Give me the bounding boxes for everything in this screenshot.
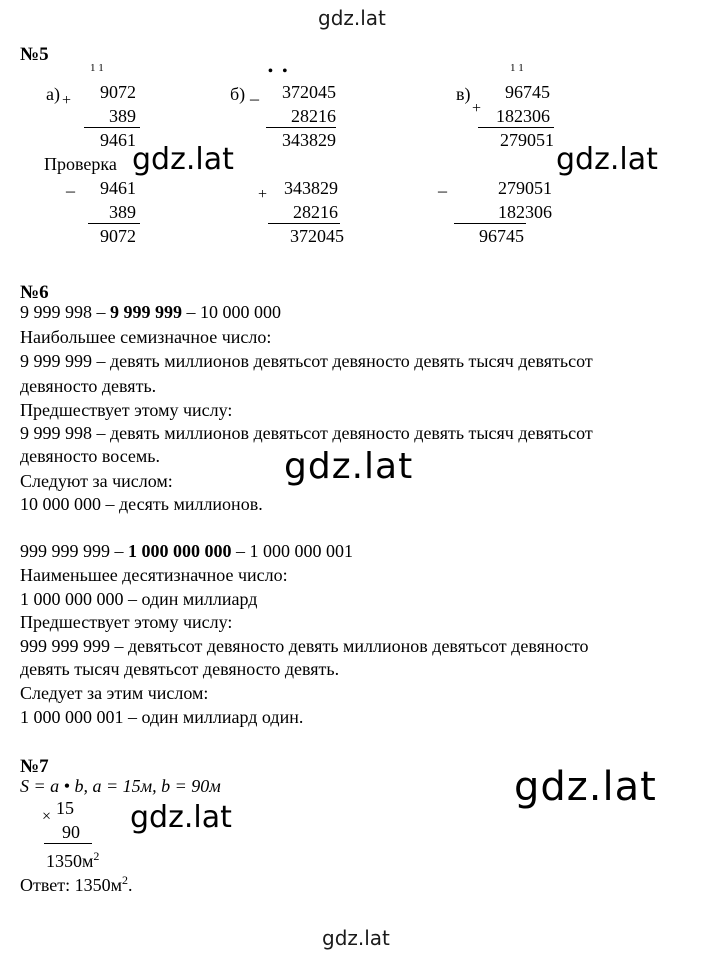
seq-left: 999 999 999 – xyxy=(20,541,128,561)
watermark-overlay: gdz.lat xyxy=(556,142,658,177)
operation-sign: + xyxy=(62,92,72,109)
operation-sign: _ xyxy=(438,174,447,194)
minuend: 279051 xyxy=(498,178,552,198)
addend: 389 xyxy=(109,106,136,126)
product-unit-exponent: 2 xyxy=(93,849,100,863)
factor-2: 90 xyxy=(62,822,80,842)
watermark-overlay: gdz.lat xyxy=(514,764,657,810)
seq-left: 9 999 998 – xyxy=(20,302,110,322)
text-line: 9 999 998 – девять миллионов девятьсот девяносто девять тысяч девятьсот xyxy=(20,423,593,443)
text-line: 999 999 999 – девятьсот девяносто девять миллионов девятьсот девяносто xyxy=(20,636,589,656)
text-line: Предшествует этому числу: xyxy=(20,612,233,632)
result: 9072 xyxy=(100,226,136,246)
operation-sign: _ xyxy=(250,82,259,102)
text-line: 9 999 999 – девять миллионов девятьсот девяносто девять тысяч девятьсот xyxy=(20,351,593,371)
item-label: б) xyxy=(230,84,246,104)
product xyxy=(46,846,99,871)
text-line: 1 000 000 001 – один миллиард один. xyxy=(20,707,304,727)
factor-1: 15 xyxy=(56,798,74,818)
text-line: Следует за этим числом: xyxy=(20,683,209,703)
result: 372045 xyxy=(290,226,344,246)
result: 96745 xyxy=(479,226,524,246)
text-line: Наибольшее семизначное число: xyxy=(20,327,272,347)
task6-heading: №6 xyxy=(20,282,49,303)
result: 279051 xyxy=(500,130,554,150)
operation-sign: + xyxy=(258,186,268,203)
area-formula: S = a • b, a = 15м, b = 90м xyxy=(20,776,221,796)
addend-1: 96745 xyxy=(505,82,550,102)
multiply-sign: × xyxy=(42,808,52,825)
seq-right: – 1 000 000 001 xyxy=(231,541,353,561)
watermark-overlay: gdz.lat xyxy=(132,142,234,177)
check-label: Проверка xyxy=(44,154,117,174)
text-line: Следуют за числом: xyxy=(20,471,173,491)
product-line xyxy=(44,843,92,844)
text-line: девяносто восемь. xyxy=(20,446,161,466)
subtrahend: 389 xyxy=(109,202,136,222)
text-line: 1 000 000 000 – один миллиард xyxy=(20,589,258,609)
carry-digits: 1 1 xyxy=(90,62,104,74)
sum-line xyxy=(478,127,554,128)
addend-2: 182306 xyxy=(496,106,550,126)
seq-right: – 10 000 000 xyxy=(182,302,281,322)
answer-unit-exponent: 2 xyxy=(122,873,129,887)
number-sequence-2 xyxy=(20,541,353,561)
difference-line xyxy=(88,223,140,224)
answer xyxy=(20,870,133,895)
text-line: 10 000 000 – десять миллионов. xyxy=(20,494,263,514)
difference-line xyxy=(266,127,336,128)
watermark-overlay: gdz.lat xyxy=(280,446,417,487)
item-label: а) xyxy=(46,84,60,104)
text-line: девять тысяч девятьсот девяносто девять. xyxy=(20,659,340,679)
subtrahend: 182306 xyxy=(498,202,552,222)
minuend: 9461 xyxy=(100,178,136,198)
watermark-overlay: gdz.lat xyxy=(130,800,232,835)
text-line: девяносто девять. xyxy=(20,376,157,396)
number-sequence-1 xyxy=(20,302,281,322)
sum-line xyxy=(84,127,140,128)
minuend: 9072 xyxy=(100,82,136,102)
header-watermark: gdz.lat xyxy=(318,6,386,30)
task7-heading: №7 xyxy=(20,756,49,777)
carry-digits: 1 1 xyxy=(510,62,524,74)
answer-end: . xyxy=(128,875,133,895)
minuend: 372045 xyxy=(282,82,336,102)
text-line: Предшествует этому числу: xyxy=(20,400,233,420)
addend-1: 343829 xyxy=(284,178,338,198)
seq-bold: 1 000 000 000 xyxy=(128,541,232,561)
result: 9461 xyxy=(100,130,136,150)
difference-line xyxy=(454,223,526,224)
result: 343829 xyxy=(282,130,336,150)
seq-bold: 9 999 999 xyxy=(110,302,182,322)
product-value: 1350м xyxy=(46,851,94,871)
footer-watermark: gdz.lat xyxy=(322,926,390,950)
operation-sign: + xyxy=(472,100,482,117)
borrow-dots: • • xyxy=(268,64,291,79)
addend-2: 28216 xyxy=(293,202,338,222)
item-label: в) xyxy=(456,84,471,104)
task5-heading: №5 xyxy=(20,44,49,65)
text-line: Наименьшее десятизначное число: xyxy=(20,565,288,585)
answer-text: Ответ: 1350м xyxy=(20,875,123,895)
sum-line xyxy=(268,223,340,224)
subtrahend: 28216 xyxy=(291,106,336,126)
operation-sign: _ xyxy=(66,174,75,194)
